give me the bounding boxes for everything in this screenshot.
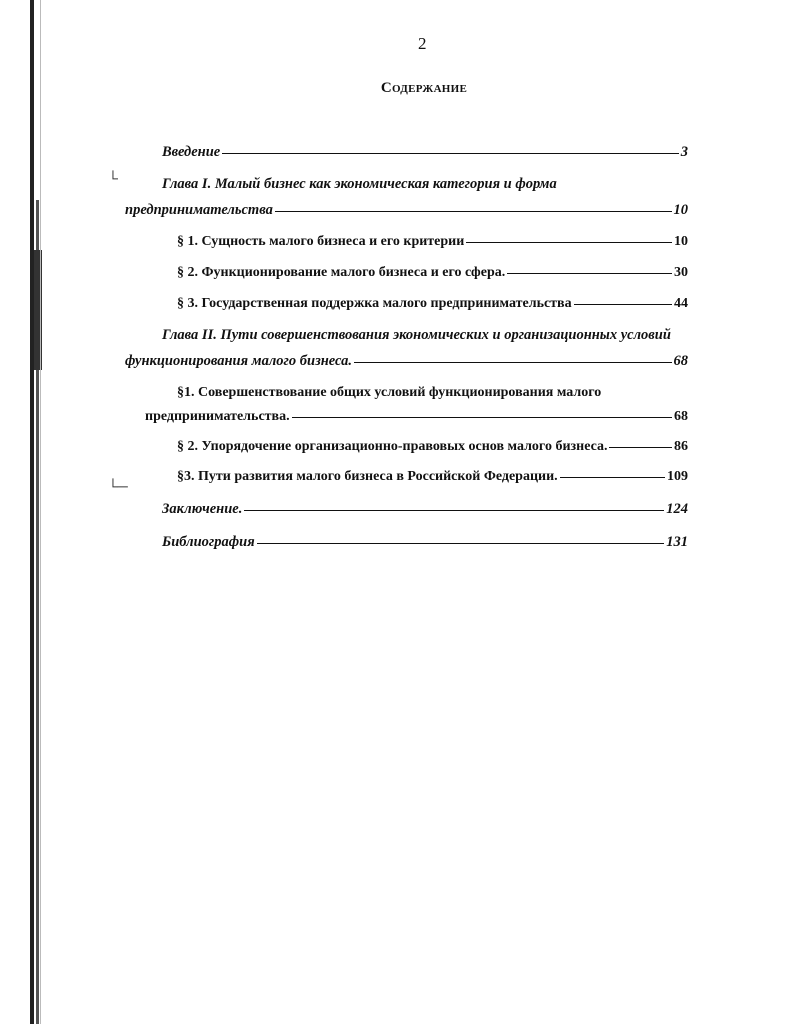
toc-entry <box>177 234 688 252</box>
toc-entry <box>145 409 688 427</box>
toc-text: § 3. Государственная поддержка малого предпринимательства <box>177 296 572 311</box>
toc-entry <box>162 144 688 162</box>
leader-line <box>466 242 672 243</box>
toc-text: предпринимательства. <box>145 409 290 424</box>
margin-mark: └─ <box>108 480 128 495</box>
scan-edge <box>40 0 41 1024</box>
toc-text-line1: Глава II. Пути совершенствования экономических и организационных условий <box>162 327 671 343</box>
toc-text-line1: §1. Совершенствование общих условий функционирования малого <box>177 385 602 400</box>
leader-line <box>244 510 664 511</box>
toc-entry <box>125 353 688 371</box>
toc-entry <box>177 265 688 283</box>
leader-line <box>354 362 672 363</box>
toc-text: функционирования малого бизнеса. <box>125 353 352 369</box>
margin-mark: └ <box>108 172 118 187</box>
toc-entry <box>162 534 688 552</box>
toc-text: Библиография <box>162 534 255 550</box>
toc-text: §3. Пути развития малого бизнеса в Российской Федерации. <box>177 469 558 484</box>
toc-entry <box>177 296 688 314</box>
toc-text: Заключение. <box>162 501 243 517</box>
toc-page: 109 <box>667 469 688 484</box>
toc-page: 44 <box>674 296 688 311</box>
toc-page: 10 <box>674 234 688 249</box>
page-number: 2 <box>418 34 427 53</box>
toc-page: 68 <box>673 353 688 369</box>
toc-page: 68 <box>674 409 688 424</box>
leader-line <box>574 304 672 305</box>
toc-entry <box>162 501 688 519</box>
leader-line <box>560 477 665 478</box>
toc-page: 124 <box>666 501 688 517</box>
toc-text: предпринимательства <box>125 202 273 218</box>
leader-line <box>609 447 672 448</box>
toc-page: 30 <box>674 265 688 280</box>
toc-text-line1: Глава I. Малый бизнес как экономическая категория и форма <box>162 176 557 192</box>
toc-page: 10 <box>673 202 688 218</box>
toc-entry <box>177 439 688 457</box>
toc-entry <box>177 469 688 487</box>
toc-page: 3 <box>680 144 688 160</box>
leader-line <box>507 273 672 274</box>
page-title: Содержание <box>380 80 468 96</box>
leader-line <box>257 543 665 544</box>
toc-text: Введение <box>162 144 221 160</box>
leader-line <box>292 417 672 418</box>
toc-page: 131 <box>666 534 688 550</box>
toc-text: § 1. Сущность малого бизнеса и его критерии <box>177 234 465 249</box>
toc-text: § 2. Функционирование малого бизнеса и его сфера. <box>177 265 506 280</box>
toc-text: § 2. Упорядочение организационно-правовых основ малого бизнеса. <box>177 439 608 454</box>
toc-entry <box>125 202 688 220</box>
toc-page: 86 <box>674 439 688 454</box>
leader-line <box>222 153 679 154</box>
leader-line <box>275 211 672 212</box>
scan-edge <box>30 0 34 1024</box>
